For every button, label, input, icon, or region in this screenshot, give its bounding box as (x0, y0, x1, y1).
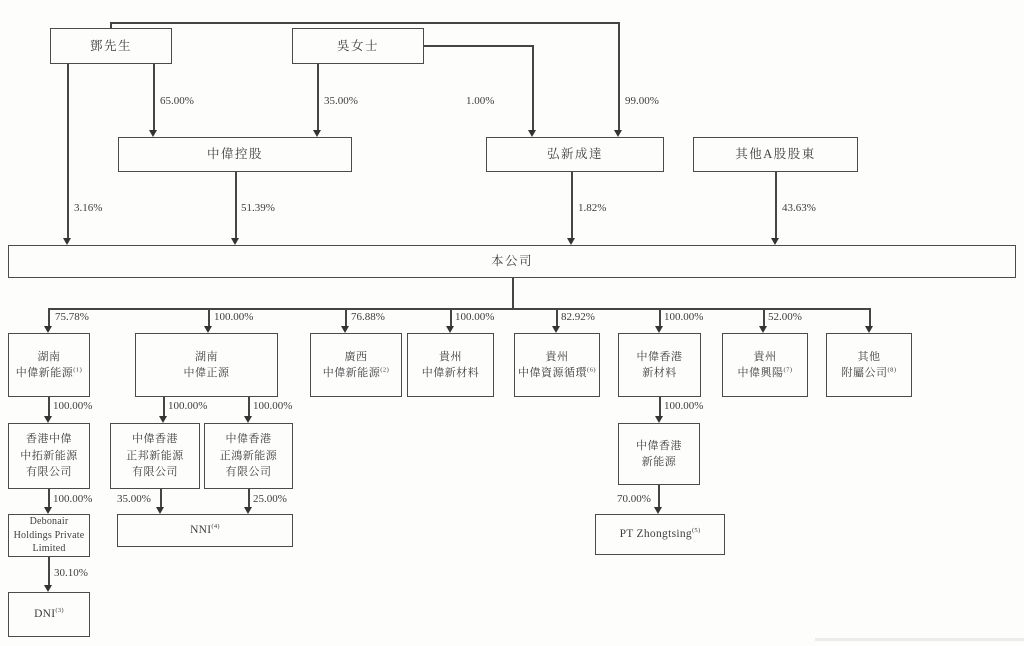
node-label-line (737, 365, 792, 382)
arrowhead (655, 326, 663, 333)
node-label-line: 湖南 (195, 350, 218, 363)
connector (110, 22, 619, 24)
node-other-subsidiaries (826, 333, 912, 397)
pct-hunan-zy-zhengbang: 100.00% (168, 400, 208, 412)
node-hunan-zhongwei-zhengyuan (135, 333, 278, 397)
node-label-line (16, 365, 83, 382)
arrowhead (528, 130, 536, 137)
node-label-text: PT Zhongtsing (619, 527, 692, 540)
node-label-line (323, 365, 390, 382)
pct-wu-holdings: 35.00% (324, 95, 358, 107)
connector (48, 557, 50, 585)
connector (659, 397, 661, 416)
connector (163, 397, 165, 416)
node-label-line: 有限公司 (225, 466, 272, 479)
connector (48, 308, 870, 310)
node-label-line (841, 365, 896, 382)
arrowhead (552, 326, 560, 333)
node-label-line: 其他 (857, 350, 881, 363)
node-pt-zhongtsing-label (620, 526, 701, 543)
arrowhead (244, 416, 252, 423)
footnote-marker: (6) (586, 366, 597, 374)
node-hunan-zhongwei-xinnengyuan (8, 333, 90, 397)
pct-hongxin-company: 1.82% (578, 202, 607, 214)
pct-zhenghong-nni: 25.00% (253, 493, 287, 505)
node-label-line: 中偉香港 (132, 433, 178, 446)
pct-zhongtuo-debonair: 100.00% (53, 493, 93, 505)
connector (48, 489, 50, 507)
node-dni (8, 592, 90, 637)
node-other-a-shareholders-label: 其他A股股東 (735, 147, 816, 162)
connector (317, 64, 319, 130)
node-ms-wu (292, 28, 424, 64)
connector (248, 489, 250, 507)
node-debonair-holdings (8, 514, 90, 557)
node-label-line: 中偉香港 (636, 439, 682, 452)
node-pt-zhongtsing (595, 514, 725, 555)
connector (869, 308, 871, 326)
arrowhead (446, 326, 454, 333)
pct-other-a-company: 43.63% (782, 202, 816, 214)
pct-company-guizhou-zyxh: 82.92% (561, 311, 595, 323)
connector (512, 278, 514, 308)
node-label-line: 中拓新能源 (20, 449, 78, 462)
node-label-line: 香港中偉 (26, 433, 72, 446)
footnote-marker: (8) (887, 366, 897, 374)
node-zhongwei-holdings (118, 137, 352, 172)
connector (532, 45, 534, 130)
arrowhead (341, 326, 349, 333)
node-company-label: 本公司 (490, 254, 533, 269)
node-label-line: 有限公司 (26, 466, 72, 479)
page-edge-artifact (815, 638, 1024, 641)
node-label-line: Holdings Private (13, 529, 85, 541)
node-hongxin-chengda-label: 弘新成達 (546, 147, 603, 162)
node-label-line: 貴州 (753, 350, 777, 363)
footnote-marker: (2) (380, 366, 390, 374)
pct-company-hunan-zy: 100.00% (214, 311, 254, 323)
connector (48, 397, 50, 416)
arrowhead (204, 326, 212, 333)
node-mr-deng (50, 28, 172, 64)
connector (775, 172, 777, 238)
arrowhead (865, 326, 873, 333)
node-label-text: 中偉興陽 (737, 367, 784, 379)
footnote-marker: (4) (211, 523, 220, 531)
node-other-a-shareholders (693, 137, 858, 172)
node-label-line: 正邦新能源 (126, 449, 184, 462)
node-company (8, 245, 1016, 278)
arrowhead (655, 416, 663, 423)
arrowhead (244, 507, 252, 514)
node-guizhou-zhongwei-xincailiao (407, 333, 494, 397)
connector (48, 308, 50, 326)
arrowhead (231, 238, 239, 245)
pct-company-guizhou-xy: 52.00% (768, 311, 802, 323)
connector (248, 397, 250, 416)
pct-hk-xny-pt: 70.00% (617, 493, 651, 505)
pct-company-hk-xcl: 100.00% (664, 311, 704, 323)
node-nni (117, 514, 293, 547)
node-zhongwei-hk-xinnengyuan (618, 423, 700, 485)
node-label-line: 新材料 (642, 367, 677, 379)
arrowhead (149, 130, 157, 137)
connector (659, 308, 661, 326)
arrowhead (159, 416, 167, 423)
node-label-text: 附屬公司 (841, 367, 888, 379)
connector (658, 485, 660, 507)
arrowhead (654, 507, 662, 514)
connector (556, 308, 558, 326)
node-label-text: NNI (190, 523, 212, 536)
node-hk-zhongwei-zhongtuo (8, 423, 90, 489)
pct-deng-company: 3.16% (74, 202, 103, 214)
node-label-line: 中偉新材料 (421, 367, 480, 379)
node-label-text: DNI (34, 607, 56, 620)
pct-company-guangxi: 76.88% (351, 311, 385, 323)
node-zhongwei-hk-zhengbang (110, 423, 200, 489)
node-label-line: 中偉正源 (183, 367, 230, 379)
node-label-line: 中偉香港 (225, 433, 272, 446)
node-label-line: 湖南 (37, 350, 61, 363)
footnote-marker: (1) (73, 366, 83, 374)
arrowhead (156, 507, 164, 514)
node-guizhou-zhongwei-ziyuanxunhuan (514, 333, 600, 397)
node-label-line: 貴州 (439, 350, 462, 363)
pct-company-hunan-xny: 75.78% (55, 311, 89, 323)
arrowhead (44, 585, 52, 592)
node-guangxi-zhongwei-xinnengyuan (310, 333, 402, 397)
node-ms-wu-label: 吳女士 (336, 38, 379, 53)
pct-hunan-zy-zhenghong: 100.00% (253, 400, 293, 412)
connector (571, 172, 573, 238)
node-guizhou-zhongwei-xingyang (722, 333, 808, 397)
connector (208, 308, 210, 326)
node-label-line: Debonair (29, 516, 69, 528)
connector (345, 308, 347, 326)
node-zhongwei-holdings-label: 中偉控股 (206, 147, 263, 162)
node-dni-label (34, 606, 64, 623)
node-zhongwei-hk-zhenghong (204, 423, 293, 489)
connector (450, 308, 452, 326)
node-hongxin-chengda (486, 137, 664, 172)
arrowhead (44, 507, 52, 514)
node-label-line: Limited (32, 543, 66, 555)
arrowhead (44, 416, 52, 423)
footnote-marker: (5) (691, 527, 701, 535)
arrowhead (44, 326, 52, 333)
node-label-text: 中偉資源循環 (517, 367, 587, 379)
pct-hunan-xny-zhongtuo: 100.00% (53, 400, 93, 412)
connector (424, 45, 533, 47)
arrowhead (313, 130, 321, 137)
pct-hk-xcl-hk-xny: 100.00% (664, 400, 704, 412)
connector (153, 64, 155, 130)
arrowhead (63, 238, 71, 245)
connector (160, 489, 162, 507)
arrowhead (771, 238, 779, 245)
node-label-line: 有限公司 (132, 466, 178, 479)
arrowhead (759, 326, 767, 333)
node-mr-deng-label: 鄧先生 (89, 38, 132, 53)
pct-deng-hongxin: 99.00% (625, 95, 659, 107)
arrowhead (567, 238, 575, 245)
connector (67, 64, 69, 238)
pct-zhengbang-nni: 35.00% (117, 493, 151, 505)
footnote-marker: (3) (55, 607, 64, 615)
connector (763, 308, 765, 326)
connector (235, 172, 237, 238)
node-label-line: 正鴻新能源 (219, 449, 278, 462)
arrowhead (614, 130, 622, 137)
node-label-text: 中偉新能源 (15, 367, 74, 379)
node-zhongwei-hk-xincailiao (618, 333, 701, 397)
pct-holdings-company: 51.39% (241, 202, 275, 214)
pct-deng-holdings: 65.00% (160, 95, 194, 107)
node-label-line (518, 365, 596, 382)
node-label-line: 廣西 (344, 350, 368, 363)
node-label-line: 貴州 (545, 350, 569, 363)
pct-company-guizhou-xcl: 100.00% (455, 311, 495, 323)
footnote-marker: (7) (783, 366, 793, 374)
node-label-line: 中偉香港 (636, 350, 683, 363)
connector (618, 22, 620, 130)
node-label-line: 新能源 (641, 456, 677, 468)
node-label-text: 中偉新能源 (322, 367, 381, 379)
node-nni-label (190, 522, 220, 539)
pct-debonair-dni: 30.10% (54, 567, 88, 579)
pct-wu-hongxin: 1.00% (466, 95, 495, 107)
